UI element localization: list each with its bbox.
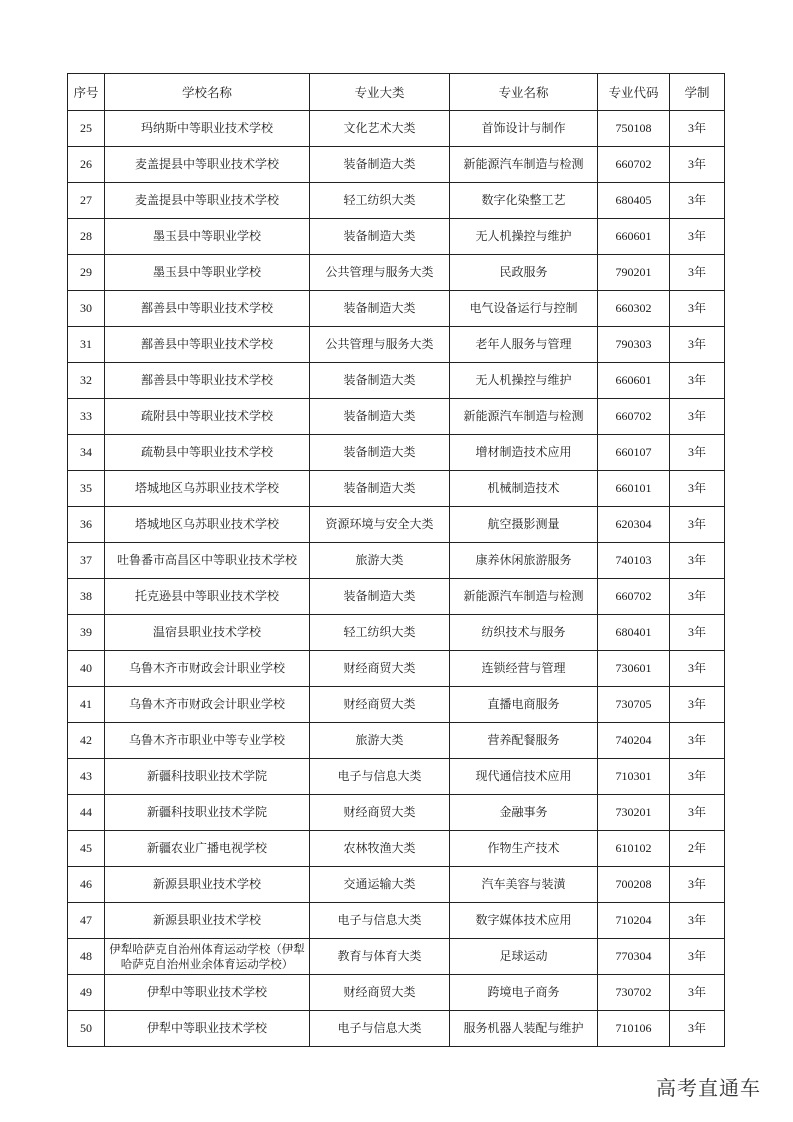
table-body [68,111,725,1047]
cell-school: 伊犁哈萨克自治州体育运动学校（伊犁哈萨克自治州业余体育运动学校） [105,939,310,975]
cell-major: 汽车美容与装潢 [450,867,598,903]
cell-seq: 45 [68,831,105,867]
cell-category: 装备制造大类 [310,471,450,507]
table-row [68,975,725,1011]
cell-school: 伊犁中等职业技术学校 [105,1011,310,1047]
table-row [68,507,725,543]
cell-code: 700208 [598,867,670,903]
cell-major: 现代通信技术应用 [450,759,598,795]
cell-category: 电子与信息大类 [310,1011,450,1047]
table-row [68,831,725,867]
header-school: 学校名称 [105,74,310,111]
table-row [68,939,725,975]
cell-category: 装备制造大类 [310,363,450,399]
cell-category: 装备制造大类 [310,147,450,183]
cell-seq: 37 [68,543,105,579]
cell-code: 790201 [598,255,670,291]
cell-seq: 29 [68,255,105,291]
cell-school: 疏勒县中等职业技术学校 [105,435,310,471]
cell-category: 旅游大类 [310,723,450,759]
cell-code: 660702 [598,399,670,435]
cell-seq: 31 [68,327,105,363]
cell-seq: 49 [68,975,105,1011]
table-row [68,291,725,327]
cell-category: 教育与体育大类 [310,939,450,975]
cell-years: 3年 [670,759,725,795]
cell-years: 3年 [670,435,725,471]
cell-code: 660601 [598,363,670,399]
cell-code: 790303 [598,327,670,363]
cell-school: 塔城地区乌苏职业技术学校 [105,507,310,543]
cell-category: 财经商贸大类 [310,687,450,723]
cell-code: 680405 [598,183,670,219]
cell-code: 750108 [598,111,670,147]
table-row [68,399,725,435]
cell-category: 财经商贸大类 [310,651,450,687]
cell-school: 新疆农业广播电视学校 [105,831,310,867]
cell-major: 新能源汽车制造与检测 [450,579,598,615]
cell-years: 3年 [670,507,725,543]
cell-category: 装备制造大类 [310,435,450,471]
cell-major: 新能源汽车制造与检测 [450,147,598,183]
cell-years: 3年 [670,543,725,579]
cell-school: 新疆科技职业技术学院 [105,759,310,795]
cell-seq: 44 [68,795,105,831]
cell-school: 鄯善县中等职业技术学校 [105,327,310,363]
cell-category: 电子与信息大类 [310,759,450,795]
cell-major: 老年人服务与管理 [450,327,598,363]
table-row [68,111,725,147]
cell-school: 墨玉县中等职业学校 [105,219,310,255]
cell-code: 710204 [598,903,670,939]
table-header-row [68,74,725,111]
cell-category: 农林牧渔大类 [310,831,450,867]
cell-seq: 27 [68,183,105,219]
table-row [68,903,725,939]
cell-years: 3年 [670,147,725,183]
header-code: 专业代码 [598,74,670,111]
table-row [68,795,725,831]
cell-seq: 47 [68,903,105,939]
cell-school: 托克逊县中等职业技术学校 [105,579,310,615]
cell-major: 纺织技术与服务 [450,615,598,651]
cell-seq: 41 [68,687,105,723]
cell-major: 连锁经营与管理 [450,651,598,687]
cell-school: 新源县职业技术学校 [105,903,310,939]
cell-years: 3年 [670,723,725,759]
cell-major: 数字化染整工艺 [450,183,598,219]
cell-years: 3年 [670,471,725,507]
cell-years: 3年 [670,363,725,399]
cell-seq: 32 [68,363,105,399]
cell-seq: 30 [68,291,105,327]
cell-school: 塔城地区乌苏职业技术学校 [105,471,310,507]
cell-code: 730705 [598,687,670,723]
cell-years: 3年 [670,111,725,147]
cell-school: 乌鲁木齐市职业中等专业学校 [105,723,310,759]
cell-major: 足球运动 [450,939,598,975]
table-row [68,1011,725,1047]
cell-code: 710301 [598,759,670,795]
cell-seq: 48 [68,939,105,975]
cell-seq: 26 [68,147,105,183]
cell-category: 装备制造大类 [310,579,450,615]
cell-category: 文化艺术大类 [310,111,450,147]
table-row [68,363,725,399]
cell-years: 3年 [670,399,725,435]
cell-years: 3年 [670,687,725,723]
cell-school: 鄯善县中等职业技术学校 [105,291,310,327]
cell-category: 轻工纺织大类 [310,615,450,651]
cell-category: 资源环境与安全大类 [310,507,450,543]
cell-category: 公共管理与服务大类 [310,255,450,291]
cell-years: 3年 [670,867,725,903]
table-row [68,867,725,903]
cell-school: 新源县职业技术学校 [105,867,310,903]
watermark-text: 高考直通车 [656,1076,761,1100]
cell-years: 3年 [670,327,725,363]
cell-code: 610102 [598,831,670,867]
cell-major: 营养配餐服务 [450,723,598,759]
cell-school: 乌鲁木齐市财政会计职业学校 [105,687,310,723]
table-row [68,543,725,579]
cell-category: 装备制造大类 [310,291,450,327]
cell-seq: 38 [68,579,105,615]
table-row [68,723,725,759]
cell-major: 增材制造技术应用 [450,435,598,471]
cell-code: 660702 [598,147,670,183]
cell-years: 3年 [670,255,725,291]
cell-code: 740204 [598,723,670,759]
cell-category: 电子与信息大类 [310,903,450,939]
cell-major: 服务机器人装配与维护 [450,1011,598,1047]
cell-major: 金融事务 [450,795,598,831]
cell-school: 温宿县职业技术学校 [105,615,310,651]
cell-years: 3年 [670,795,725,831]
cell-school: 玛纳斯中等职业技术学校 [105,111,310,147]
cell-years: 3年 [670,291,725,327]
cell-major: 作物生产技术 [450,831,598,867]
cell-major: 无人机操控与维护 [450,363,598,399]
cell-seq: 43 [68,759,105,795]
cell-major: 直播电商服务 [450,687,598,723]
cell-school: 麦盖提县中等职业技术学校 [105,183,310,219]
table-row [68,759,725,795]
cell-category: 交通运输大类 [310,867,450,903]
header-years: 学制 [670,74,725,111]
cell-school: 鄯善县中等职业技术学校 [105,363,310,399]
cell-code: 660601 [598,219,670,255]
cell-years: 3年 [670,939,725,975]
cell-years: 3年 [670,219,725,255]
table-row [68,615,725,651]
cell-major: 首饰设计与制作 [450,111,598,147]
cell-category: 财经商贸大类 [310,795,450,831]
cell-years: 2年 [670,831,725,867]
table-row [68,183,725,219]
table-row [68,147,725,183]
cell-school: 麦盖提县中等职业技术学校 [105,147,310,183]
cell-years: 3年 [670,903,725,939]
cell-major: 航空摄影测量 [450,507,598,543]
table-row [68,255,725,291]
cell-major: 跨境电子商务 [450,975,598,1011]
cell-category: 轻工纺织大类 [310,183,450,219]
cell-code: 710106 [598,1011,670,1047]
cell-major: 新能源汽车制造与检测 [450,399,598,435]
table-row [68,327,725,363]
cell-school: 乌鲁木齐市财政会计职业学校 [105,651,310,687]
cell-code: 620304 [598,507,670,543]
cell-code: 660302 [598,291,670,327]
cell-category: 财经商贸大类 [310,975,450,1011]
table-row [68,579,725,615]
cell-seq: 39 [68,615,105,651]
table-row [68,687,725,723]
cell-category: 公共管理与服务大类 [310,327,450,363]
cell-code: 660107 [598,435,670,471]
cell-seq: 33 [68,399,105,435]
cell-seq: 50 [68,1011,105,1047]
cell-code: 730201 [598,795,670,831]
cell-years: 3年 [670,975,725,1011]
cell-years: 3年 [670,615,725,651]
table-row [68,219,725,255]
cell-school: 新疆科技职业技术学院 [105,795,310,831]
cell-years: 3年 [670,183,725,219]
cell-code: 680401 [598,615,670,651]
cell-seq: 46 [68,867,105,903]
cell-seq: 40 [68,651,105,687]
header-major: 专业名称 [450,74,598,111]
cell-seq: 25 [68,111,105,147]
table-row [68,471,725,507]
cell-major: 数字媒体技术应用 [450,903,598,939]
cell-seq: 34 [68,435,105,471]
cell-major: 康养休闲旅游服务 [450,543,598,579]
cell-years: 3年 [670,651,725,687]
cell-major: 机械制造技术 [450,471,598,507]
cell-code: 660702 [598,579,670,615]
cell-seq: 42 [68,723,105,759]
cell-category: 装备制造大类 [310,219,450,255]
cell-school: 吐鲁番市高昌区中等职业技术学校 [105,543,310,579]
cell-school: 伊犁中等职业技术学校 [105,975,310,1011]
cell-category: 旅游大类 [310,543,450,579]
cell-seq: 28 [68,219,105,255]
cell-code: 770304 [598,939,670,975]
cell-school: 墨玉县中等职业学校 [105,255,310,291]
cell-school: 疏附县中等职业技术学校 [105,399,310,435]
cell-years: 3年 [670,1011,725,1047]
cell-major: 电气设备运行与控制 [450,291,598,327]
header-seq: 序号 [68,74,105,111]
table-row [68,435,725,471]
cell-code: 730601 [598,651,670,687]
cell-seq: 35 [68,471,105,507]
cell-code: 660101 [598,471,670,507]
cell-code: 740103 [598,543,670,579]
cell-major: 无人机操控与维护 [450,219,598,255]
schools-majors-table [67,73,725,1047]
table-row [68,651,725,687]
cell-code: 730702 [598,975,670,1011]
cell-major: 民政服务 [450,255,598,291]
cell-category: 装备制造大类 [310,399,450,435]
cell-years: 3年 [670,579,725,615]
header-category: 专业大类 [310,74,450,111]
cell-seq: 36 [68,507,105,543]
